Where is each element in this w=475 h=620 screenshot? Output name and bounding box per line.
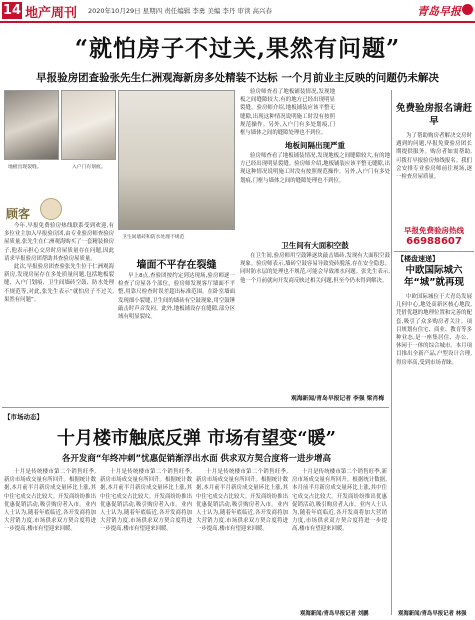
sidebar-body-text: 为了帮助购房者解决交房时遇到的问题,早报免费验房团长期提供服务。购房者如需帮助,可拨打早报验房热线报名。我们会安排专业验房师前往现场,逐一检查房屋质量。 xyxy=(396,133,472,181)
story2-col4 xyxy=(292,468,387,608)
story2-tag: 【市场动态】 xyxy=(4,413,43,421)
floor-crack-photo xyxy=(4,90,59,160)
story2-credit: 观海新闻/青岛早报记者 刘鹏 xyxy=(300,611,369,617)
page-number: 14 xyxy=(2,3,22,18)
story1-right2 xyxy=(240,252,390,392)
photo2-caption: 入户门有划痕。 xyxy=(72,165,106,170)
story2-subtitle: 各开发商“年终冲刺”忧惠促销渐浮出水面 供求双方契合度将一进步增高 xyxy=(61,454,332,464)
story1-col1 xyxy=(4,222,114,402)
section-title: 地产周刊 xyxy=(25,6,78,21)
subhead-bathroom: 卫生间有大面积空鼓 xyxy=(281,241,349,250)
story-divider xyxy=(2,407,389,408)
sidebar-body xyxy=(396,132,472,222)
newspaper-logo: 青岛早报 xyxy=(417,5,461,18)
issue-meta: 2020年10月29日 星期四 责任编辑 李勇 美编 李丹 审读 高兴春 xyxy=(88,7,273,15)
story1-lead xyxy=(240,88,335,137)
story1-mid-text: 早上8点,查验团按约定到达现场,验房师逐一检查了房屋各个部位。验房师发现客厅墙面不平整,用靠尺检查时误差超出标准范围。在卧室墙面发现细小裂缝,卫生间的墙砖有空鼓现象,用空鼓锤敲击时声音发闷。此外,地板铺设存在缝隙,部分区域有明显裂纹。 xyxy=(118,273,235,321)
main-headline: “就怕房子不过关,果然有问题” xyxy=(74,35,401,62)
column-head: 顾客 xyxy=(6,207,31,221)
page-header xyxy=(0,0,475,22)
story2-col3-text: 十月是传统楼市第二个销售旺季,新房市场成交量有所回升。根据统计数据,本月前半月新房成交量环比上涨,其中住宅成交占比较大。开发商纷纷推出优惠促销活动,吸引购房者入市。业内人士认为,随着年底临近,各开发商将加大营销力度,市场供求双方契合度将进一步提高,楼市有望迎来回暖。 xyxy=(196,469,288,533)
story2-col2-text: 十月是传统楼市第二个销售旺季,新房市场成交量有所回升。根据统计数据,本月前半月新房成交量环比上涨,其中住宅成交占比较大。开发商纷纷推出优惠促销活动,吸引购房者入市。业内人士认为,随着年底临近,各开发商将加大营销力度,市场供求双方契合度将进一步提高,楼市有望迎来回暖。 xyxy=(100,469,192,533)
bathroom-photo xyxy=(118,90,235,230)
story1-credit: 观海新闻/青岛早报记者 李强 梁肖梅 xyxy=(290,396,385,402)
story2-title: 十月楼市触底反弹 市场有望变“暖” xyxy=(57,428,336,449)
story2-col4-text: 十月是传统楼市第二个销售旺季,新房市场成交量有所回升。根据统计数据,本月前半月新房成交量环比上涨,其中住宅成交占比较大。开发商纷纷推出优惠促销活动,吸引购房者入市。业内人士认为,随着年底临近,各开发商将加大营销力度,市场供求双方契合度将进一步提高,楼市有望迎来回暖。 xyxy=(292,469,387,533)
story2-col3 xyxy=(196,468,288,613)
story2-col2 xyxy=(100,468,192,613)
header-divider xyxy=(0,21,475,23)
sidebar-news-text: 中欧国际城位于大青岛发展几何中心,地处高新区核心地段,凭借优越的地理位置和完善的配套,吸引了众多购房者关注。项目规划有住宅、商业、教育等多种业态,是一座集居住、办公、休闲于一体的综合城市。本月项目推出全新产品,户型设计合理,得房率高,受到市场青睐。 xyxy=(396,294,472,366)
story2-col1 xyxy=(4,468,96,613)
sidebar-tag: 【楼盘速递】 xyxy=(397,255,439,263)
story1-mid xyxy=(118,272,235,402)
photo3-caption: 卫生间墙砖和防水处理不规范 xyxy=(122,235,185,240)
sidebar-credit: 观海新闻/青岛早报记者 林强 xyxy=(398,611,467,617)
story1-col1b-text: 此次,早报验房团查验张先生位于仁洲观海新房,发现房屋存在多处质量问题,包括地板裂缝、入户门划痕、卫生间墙砖空鼓、防水处理不规范等,对此,张先生表示“就怕房子不过关,果然有问题”。 xyxy=(4,264,114,303)
column-badge-icon xyxy=(40,198,62,220)
main-subheadline: 早报验房团查验张先生仁洲观海新房多处精装不达标 一个月前业主反映的问题仍未解决 xyxy=(36,72,439,84)
subhead-floor: 地板间隔出现严重 xyxy=(285,141,345,150)
mid-subhead: 墙面不平存在裂缝 xyxy=(136,260,217,271)
hotline-label: 早报免费验房热线 xyxy=(404,226,464,235)
hotline-number[interactable]: 66988607 xyxy=(406,236,462,247)
story1-right2-text: 在卫生间,验房师用空鼓锤逐块敲击墙砖,发现有大面积空鼓现象。验房师表示,墙砖空鼓容易导致瓷砖脱落,存在安全隐患。同时防水层的处理也不规范,可能会导致渗水问题。张先生表示,他一个月前就向开发商反映过相关问题,但至今仍未得到解决。 xyxy=(240,253,390,284)
story2-col1-text: 十月是传统楼市第二个销售旺季,新房市场成交量有所回升。根据统计数据,本月前半月新房成交量环比上涨,其中住宅成交占比较大。开发商纷纷推出优惠促销活动,吸引购房者入市。业内人士认为,随着年底临近,各开发商将加大营销力度,市场供求双方契合度将进一步提高,楼市有望迎来回暖。 xyxy=(4,469,96,533)
sidebar-rule xyxy=(394,251,474,252)
sidebar-title: 免费验房报名请赶早 xyxy=(395,103,472,127)
logo-icon xyxy=(462,4,473,15)
photo1-caption: 地板出现裂缝。 xyxy=(8,165,42,170)
story1-right-text: 验房师查看了地板铺装情况,发现地板之间缝隙较大,有的地方已经出现明显裂缝。验房师介绍,地板铺装应该平整无缝隙,出现这种情况说明施工时没有按照规范操作。另外,入户门有多处划痕,门框与墙体之间的缝隙处理也不到位。 xyxy=(240,153,390,184)
sidebar-divider xyxy=(391,90,392,615)
sidebar-news xyxy=(396,293,472,608)
door-scratch-photo xyxy=(61,90,116,160)
sidebar-news-title: 中欧国际城六年“城”就再现 xyxy=(404,265,464,288)
story1-right xyxy=(240,152,390,232)
story1-col1-text: 今年,早报免费验房热线联系受到欢迎,有多位业主加入早报验房团,由专业验房师查验房屋质量,张先生在仁洲观海购买了一套精装修房子,他表示担心交房时房屋质量存在问题,因此请求早报验房团帮助其查验房屋质量。 xyxy=(4,223,114,262)
story1-lead-text: 验房师查看了地板铺装情况,发现地板之间缝隙较大,有的地方已经出现明显裂缝。验房师介绍,地板铺装应该平整无缝隙,出现这种情况说明施工时没有按照规范操作。另外,入户门有多处划痕,门框与墙体之间的缝隙处理也不到位。 xyxy=(240,89,335,137)
